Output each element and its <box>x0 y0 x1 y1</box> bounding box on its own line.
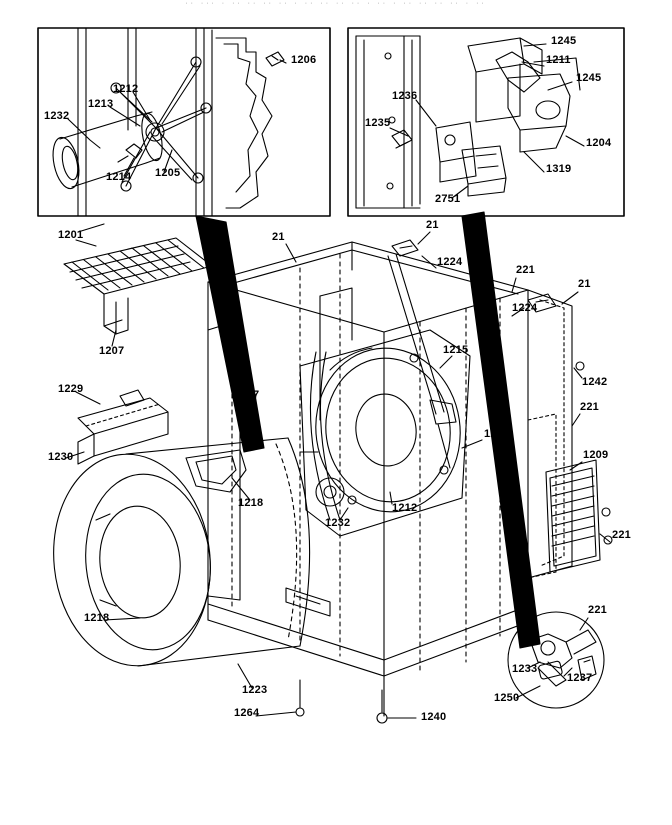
callout-1319: 1319 <box>546 163 572 175</box>
callout-1209: 1209 <box>583 449 609 461</box>
callout-1218-baffle: 1218 <box>238 497 264 509</box>
callout-1223: 1223 <box>242 684 268 696</box>
callout-1207: 1207 <box>99 345 125 357</box>
callout-1224-right: 1224 <box>512 302 538 314</box>
callout-1205: 1205 <box>155 167 181 179</box>
callout-1201: 1201 <box>58 229 84 241</box>
callout-21-top: 21 <box>426 219 439 231</box>
callout-1218-drum: 1218 <box>84 612 110 624</box>
callout-2751: 2751 <box>435 193 461 205</box>
callout-1232: 1232 <box>44 110 70 122</box>
callout-1212: 1212 <box>113 83 139 95</box>
callout-221-top: 221 <box>516 264 535 276</box>
callout-1233: 1233 <box>512 663 538 675</box>
callout-1213: 1213 <box>88 98 114 110</box>
callout-1224-top: 1224 <box>437 256 463 268</box>
callout-1240: 1240 <box>421 711 447 723</box>
callout-21-left: 21 <box>272 231 285 243</box>
callout-1211: 1211 <box>546 54 571 66</box>
callout-1264: 1264 <box>234 707 260 719</box>
callout-1250: 1250 <box>494 692 520 704</box>
callout-1235: 1235 <box>365 117 391 129</box>
page-header-strip: ·· ··· · ·· ·· ·· ·· · ·· ·· ·· ·· · ·· · ·· ·· ·· ·· · ·· <box>185 0 487 7</box>
callout-1245-top: 1245 <box>551 35 577 47</box>
callout-1204: 1204 <box>586 137 612 149</box>
callout-1217: 1217 <box>234 389 260 401</box>
callout-1242: 1242 <box>582 376 608 388</box>
callout-221-lower: 221 <box>612 529 631 541</box>
callout-1213-main: 1213 <box>484 428 510 440</box>
callout-1212-main: 1212 <box>392 502 418 514</box>
callout-1230: 1230 <box>48 451 74 463</box>
callout-1229: 1229 <box>58 383 84 395</box>
callout-21-right: 21 <box>578 278 591 290</box>
callout-1206: 1206 <box>291 54 317 66</box>
callout-1215: 1215 <box>443 344 469 356</box>
callout-221-mid: 221 <box>580 401 599 413</box>
callout-1245-right: 1245 <box>576 72 602 84</box>
callout-1236: 1236 <box>392 90 418 102</box>
callout-1237: 1237 <box>567 672 593 684</box>
callout-1232-main: 1232 <box>325 517 351 529</box>
callout-1214: 1214 <box>106 171 132 183</box>
callout-221-bottom: 221 <box>588 604 607 616</box>
